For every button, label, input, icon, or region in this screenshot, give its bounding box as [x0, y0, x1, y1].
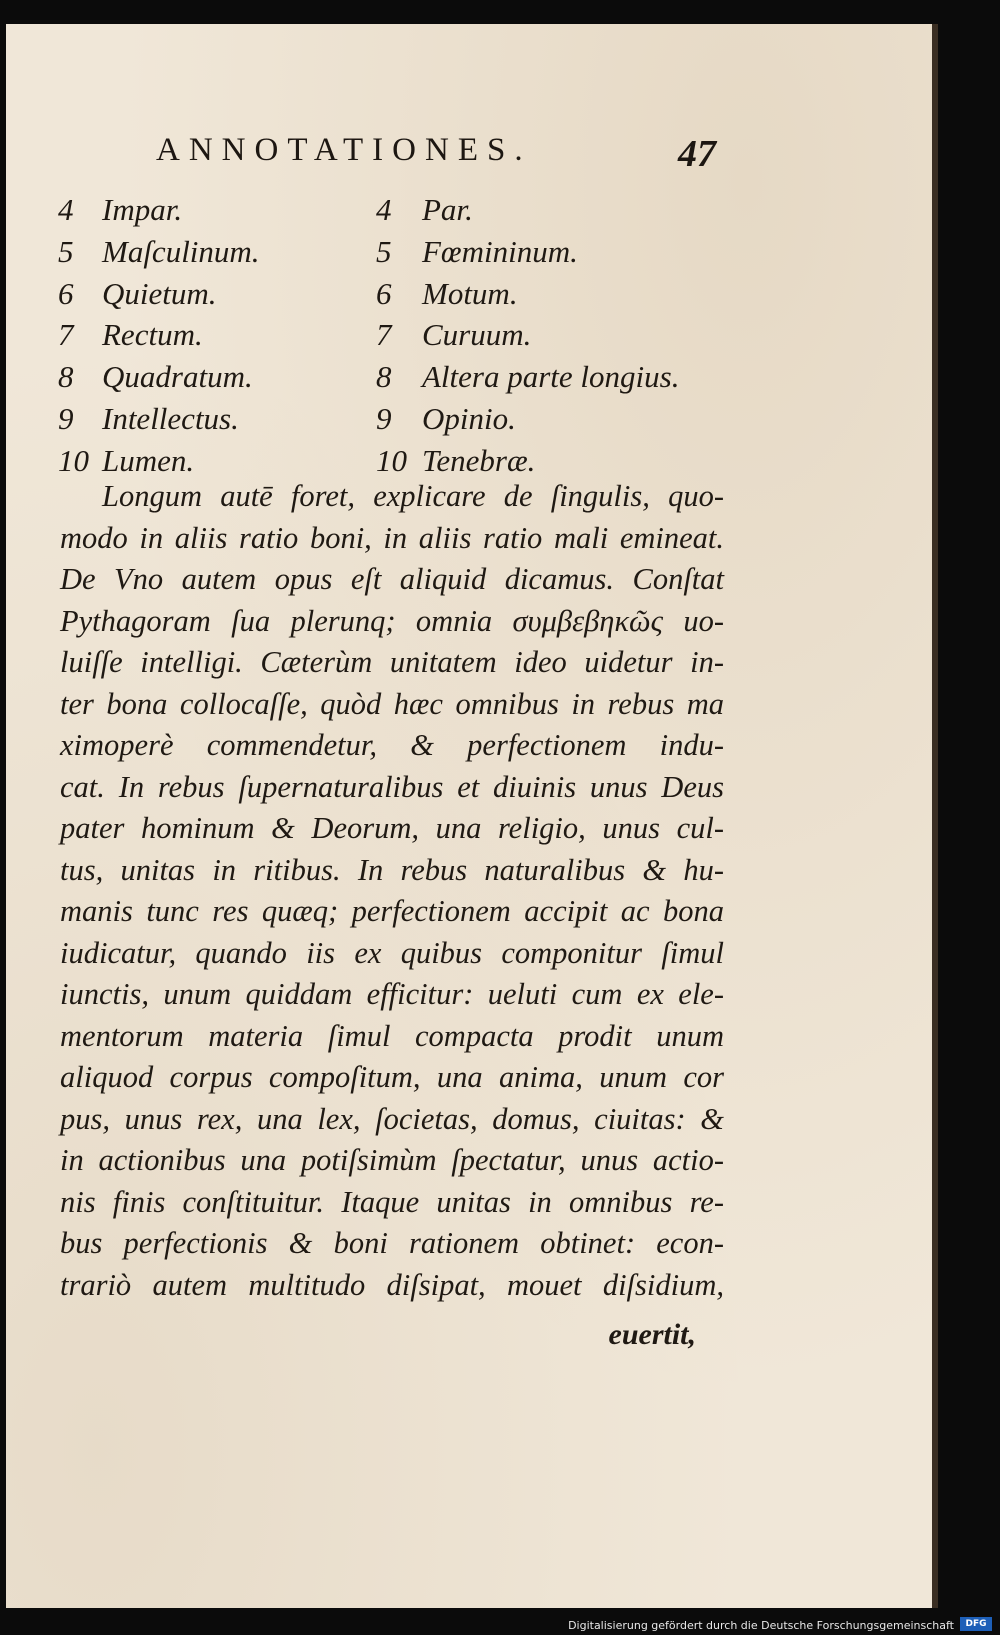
text-line: iudicatur, quando iis ex quibus componitur ſimul	[60, 935, 724, 970]
opposites-row	[58, 234, 718, 276]
row-number-left: 10	[58, 442, 89, 478]
text-line: nis finis conſtituitur. Itaque unitas in omnibus re-	[60, 1184, 724, 1219]
text-line: pater hominum & Deorum, una religio, unus cul-	[60, 811, 724, 845]
dfg-logo-icon: DFG	[960, 1617, 992, 1631]
term-left: Quietum.	[102, 275, 217, 311]
book-page	[6, 24, 938, 1608]
text-line: cat. In rebus ſupernaturalibus et diuinis unus Deus	[60, 769, 724, 804]
opposites-row	[58, 401, 718, 443]
text-line: modo in aliis ratio boni, in aliis ratio mali emineat.	[60, 520, 724, 555]
term-left: Lumen.	[102, 442, 195, 478]
row-number-right: 8	[376, 359, 392, 395]
row-number-right: 6	[376, 275, 392, 311]
term-left: Maſculinum.	[102, 233, 260, 269]
row-number-right: 7	[376, 317, 392, 353]
term-left: Quadratum.	[102, 359, 253, 395]
term-right: Par.	[422, 192, 473, 227]
term-right: Altera parte longius.	[422, 359, 680, 395]
row-number-left: 7	[58, 317, 74, 353]
text-line: manis tunc res quæq; perfectionem accipit ac bona	[60, 894, 724, 928]
text-line: in actionibus una potiſsimùm ſpectatur, unus actio-	[60, 1143, 724, 1177]
opposites-row	[58, 359, 718, 401]
opposites-row	[58, 276, 718, 318]
text-line: Pythagoram ſua plerunq; omnia συμβεβηκῶς uo-	[60, 603, 724, 638]
term-right: Motum.	[422, 275, 518, 311]
opposites-list	[58, 192, 718, 485]
term-right: Opinio.	[422, 400, 516, 436]
row-number-left: 9	[58, 400, 74, 436]
opposites-row	[58, 192, 718, 234]
row-number-right: 10	[376, 442, 407, 478]
footer-credit: Digitalisierung gefördert durch die Deutsche Forschungsgemeinschaft	[568, 1619, 954, 1632]
row-number-left: 4	[58, 192, 74, 227]
term-right: Curuum.	[422, 317, 532, 353]
text-line: tus, unitas in ritibus. In rebus naturalibus & hu-	[60, 852, 724, 887]
term-right: Tenebræ.	[422, 442, 536, 478]
term-left: Intellectus.	[102, 400, 239, 436]
row-number-right: 9	[376, 400, 392, 436]
row-number-right: 5	[376, 233, 392, 269]
term-left: Impar.	[102, 192, 183, 227]
text-line: mentorum materia ſimul compacta prodit unum	[60, 1018, 724, 1053]
opposites-row	[58, 317, 718, 359]
text-line: Longum autē foret, explicare de ſingulis, quo-	[102, 479, 724, 513]
text-line: ter bona collocaſſe, quòd hæc omnibus in rebus ma	[60, 686, 724, 721]
text-line: bus perfectionis & boni rationem obtinet: econ-	[60, 1226, 724, 1260]
text-line: trariò autem multitudo diſsipat, mouet diſsidium,	[60, 1267, 724, 1302]
running-head	[156, 132, 716, 182]
digitization-footer	[0, 1611, 1000, 1635]
text-line: De Vno autem opus eſt aliquid dicamus. Conſtat	[60, 562, 724, 596]
text-line: pus, unus rex, una lex, ſocietas, domus, ciuitas: &	[60, 1101, 724, 1136]
body-paragraph	[60, 479, 724, 1309]
row-number-left: 6	[58, 275, 74, 311]
row-number-left: 8	[58, 359, 74, 395]
row-number-right: 4	[376, 192, 392, 227]
term-left: Rectum.	[102, 317, 203, 353]
row-number-left: 5	[58, 233, 74, 269]
text-line: luiſſe intelligi. Cæterùm unitatem ideo uidetur in-	[60, 645, 724, 679]
page-number: 47	[678, 133, 716, 175]
text-line: iunctis, unum quiddam efficitur: ueluti cum ex ele-	[60, 977, 724, 1011]
term-right: Fœmininum.	[422, 233, 578, 269]
catchword: euertit,	[608, 1318, 696, 1351]
running-title: ANNOTATIONES.	[156, 132, 532, 168]
text-line: ximoperè commendetur, & perfectionem indu-	[60, 728, 724, 762]
text-line: aliquod corpus compoſitum, una anima, unum cor	[60, 1060, 724, 1094]
